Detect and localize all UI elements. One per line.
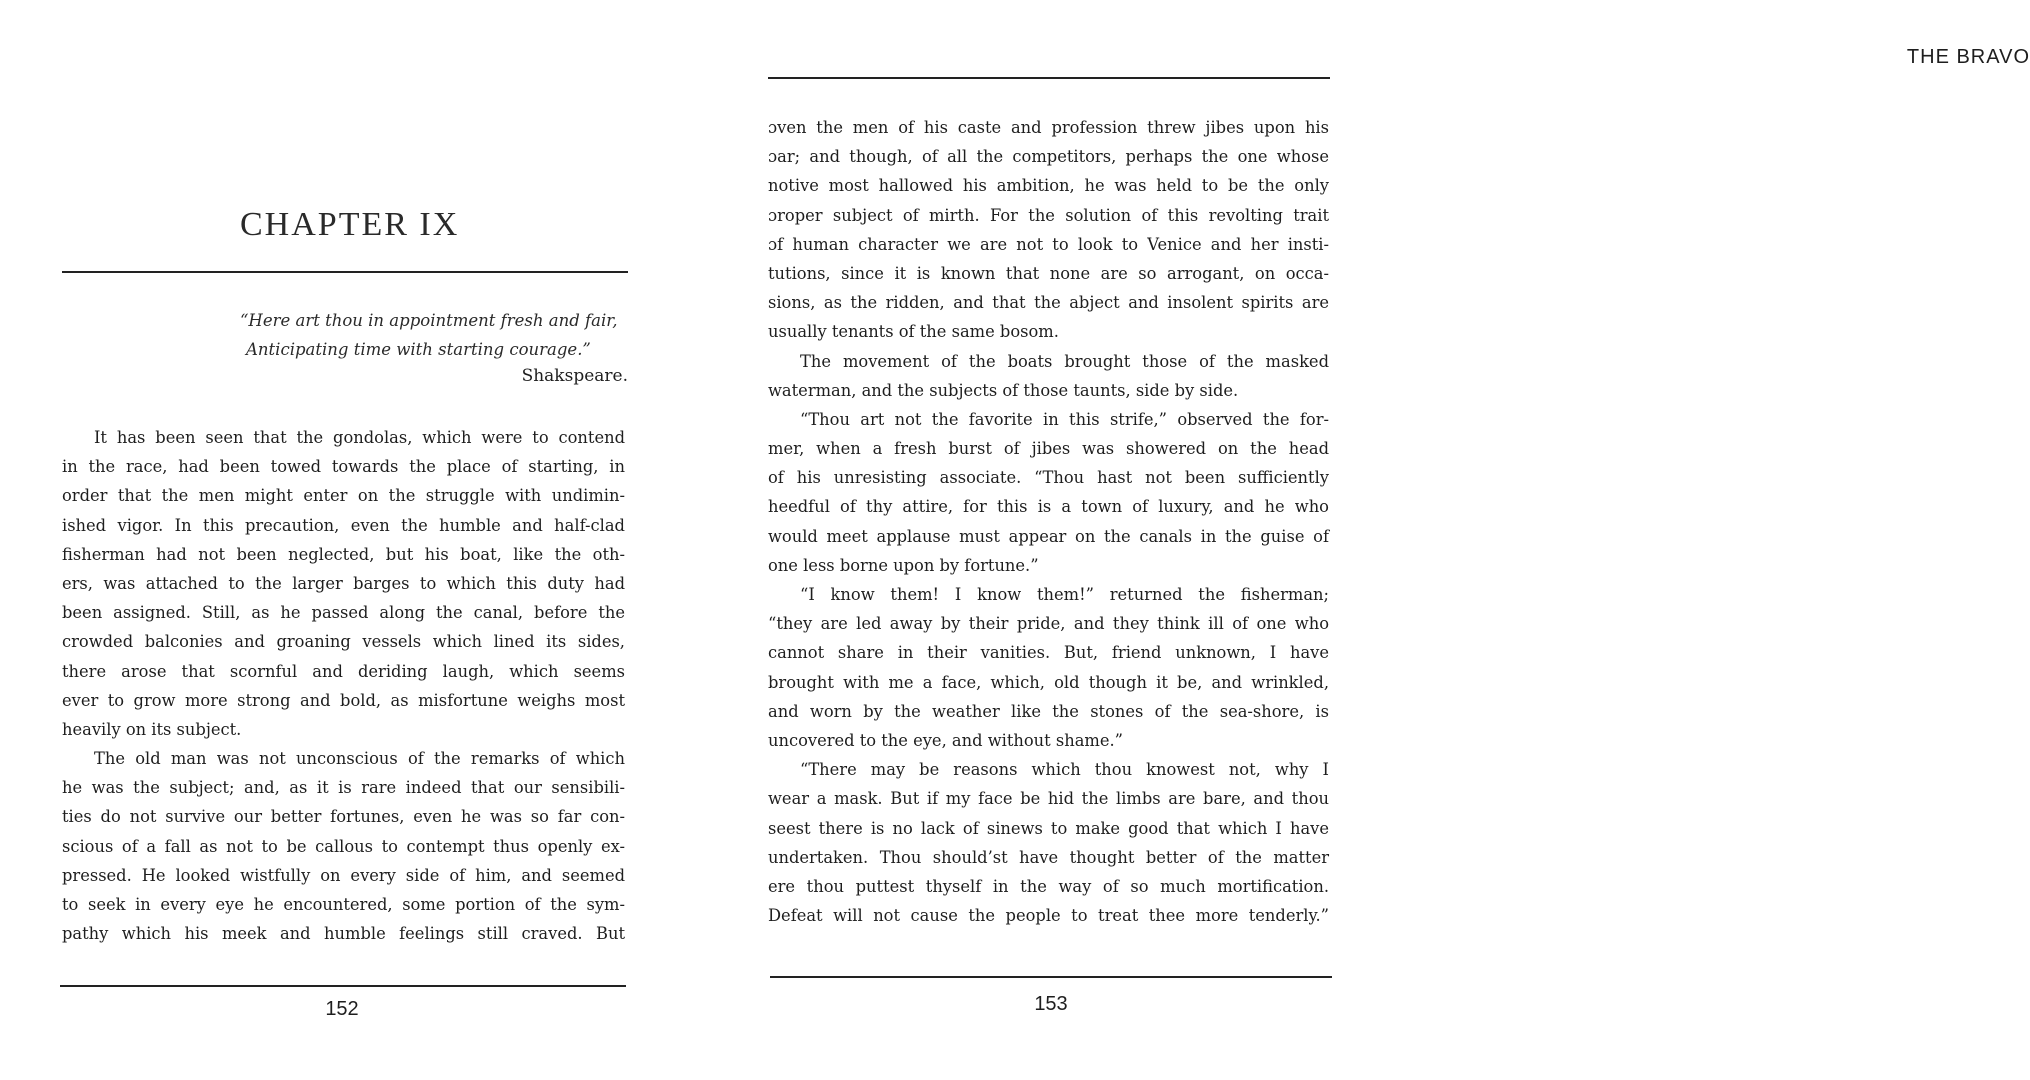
- running-head: THE BRAVO: [1906, 46, 2030, 68]
- text-line: there arose that scornful and deriding laugh, which seems: [62, 661, 625, 681]
- text-line: It has been seen that the gondolas, which were to contend: [94, 428, 625, 447]
- text-line: ties do not survive our better fortunes, even he was so far con-: [62, 807, 625, 827]
- text-line: pathy which his meek and humble feelings still craved. But: [62, 924, 625, 944]
- text-line: wear a mask. But if my face be hid the limbs are bare, and thou: [768, 789, 1329, 809]
- chapter-heading: CHAPTER IX: [240, 206, 460, 243]
- text-line: seest there is no lack of sinews to make good that which I have: [768, 818, 1329, 838]
- text-line: ɔf human character we are not to look to Venice and her insti-: [768, 234, 1329, 254]
- text-line: order that the men might enter on the struggle with undimin-: [62, 486, 625, 506]
- text-line: ɔroper subject of mirth. For the solution of this revolting trait: [768, 205, 1329, 225]
- text-line: The old man was not unconscious of the remarks of which: [94, 749, 625, 769]
- text-line: ɔar; and though, of all the competitors, perhaps the one whose: [768, 147, 1329, 167]
- footer-rule: [770, 976, 1332, 978]
- left-page: [0, 0, 706, 1080]
- text-line: The movement of the boats brought those of the masked: [800, 351, 1329, 371]
- chapter-heading-rule: [62, 271, 628, 273]
- text-line: he was the subject; and, as it is rare indeed that our sensibili-: [62, 778, 625, 798]
- text-line: been assigned. Still, as he passed along the canal, before the: [62, 603, 625, 623]
- text-line: undertaken. Thou should’st have thought better of the matter: [768, 847, 1329, 867]
- text-line: waterman, and the subjects of those taunts, side by side.: [768, 380, 1239, 400]
- text-line: in the race, had been towed towards the place of starting, in: [62, 457, 625, 477]
- text-line: of his unresisting associate. “Thou hast not been sufficiently: [768, 468, 1329, 488]
- text-line: “Thou art not the favorite in this strife,” observed the for-: [800, 409, 1329, 429]
- text-line: heedful of thy attire, for this is a town of luxury, and he who: [768, 497, 1329, 517]
- epigraph-line: “Here art thou in appointment fresh and fair,: [240, 311, 618, 330]
- epigraph-line: Anticipating time with starting courage.”: [246, 340, 591, 359]
- page-number: 152: [325, 998, 359, 1020]
- text-line: fisherman had not been neglected, but his boat, like the oth-: [62, 544, 625, 564]
- footer-rule: [60, 985, 626, 987]
- text-line: scious of a fall as not to be callous to contempt thus openly ex-: [62, 836, 625, 856]
- epigraph-attribution: Shakspeare.: [521, 366, 628, 386]
- text-line: Defeat will not cause the people to treat thee more tenderly.”: [768, 906, 1329, 926]
- text-line: “they are led away by their pride, and they think ill of one who: [768, 614, 1329, 634]
- running-head-rule: [768, 77, 1330, 79]
- right-page: [706, 0, 2030, 1080]
- text-line: heavily on its subject.: [62, 719, 242, 739]
- text-line: cannot share in their vanities. But, friend unknown, I have: [768, 643, 1329, 663]
- text-line: “I know them! I know them!” returned the fisherman;: [800, 585, 1329, 604]
- text-line: ever to grow more strong and bold, as misfortune weighs most: [62, 690, 625, 710]
- epigraph: [240, 306, 630, 364]
- text-line: would meet applause must appear on the canals in the guise of: [768, 526, 1329, 546]
- text-line: sions, as the ridden, and that the abject and insolent spirits are: [768, 293, 1329, 313]
- text-line: brought with me a face, which, old though it be, and wrinkled,: [768, 672, 1329, 692]
- text-line: pressed. He looked wistfully on every side of him, and seemed: [62, 865, 625, 885]
- text-line: ers, was attached to the larger barges to which this duty had: [62, 573, 625, 593]
- text-line: one less borne upon by fortune.”: [768, 555, 1039, 575]
- text-line: notive most hallowed his ambition, he was held to be the only: [768, 176, 1329, 196]
- text-line: ere thou puttest thyself in the way of so much mortification.: [768, 876, 1329, 896]
- text-line: and worn by the weather like the stones of the sea-shore, is: [768, 701, 1329, 721]
- page-number: 153: [1034, 993, 1068, 1015]
- right-page-body: [768, 113, 1329, 930]
- text-line: tutions, since it is known that none are so arrogant, on occa-: [768, 263, 1329, 283]
- text-line: ɔven the men of his caste and profession threw jibes upon his: [768, 118, 1329, 137]
- left-page-body: [62, 423, 625, 948]
- text-line: ished vigor. In this precaution, even the humble and half-clad: [62, 515, 625, 535]
- text-line: usually tenants of the same bosom.: [768, 322, 1059, 342]
- text-line: crowded balconies and groaning vessels which lined its sides,: [62, 632, 625, 652]
- text-line: “There may be reasons which thou knowest not, why I: [800, 760, 1329, 780]
- text-line: mer, when a fresh burst of jibes was showered on the head: [768, 439, 1329, 459]
- text-line: uncovered to the eye, and without shame.”: [768, 730, 1124, 750]
- text-line: to seek in every eye he encountered, some portion of the sym-: [62, 895, 625, 914]
